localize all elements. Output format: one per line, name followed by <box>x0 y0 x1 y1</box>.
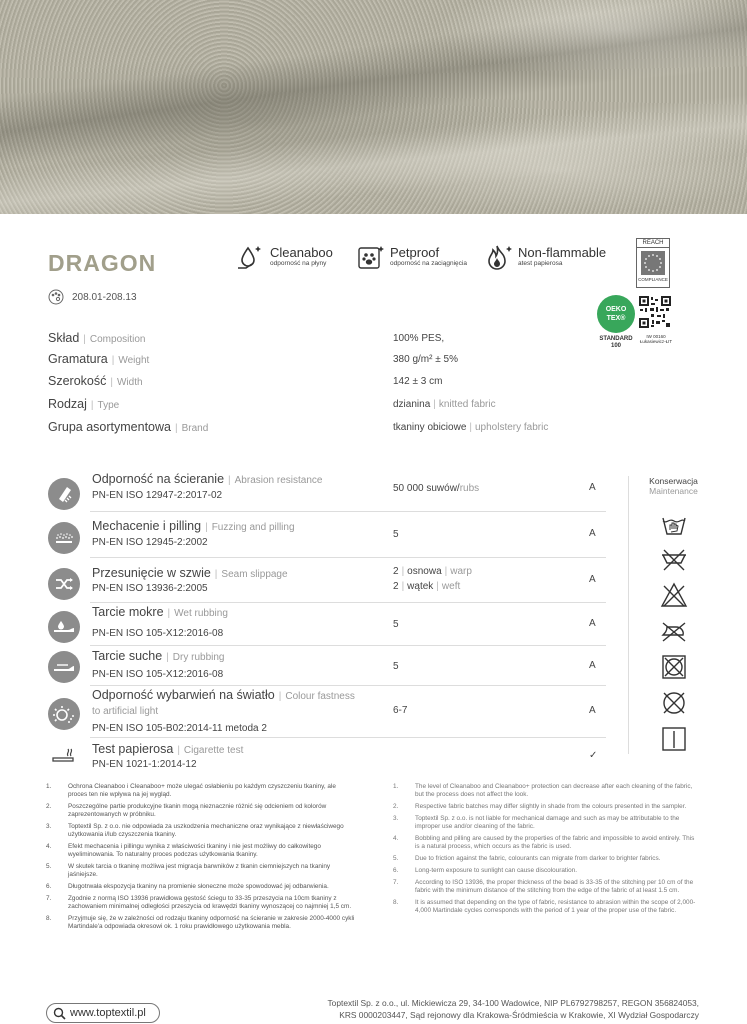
product-code: 208.01-208.13 <box>72 291 137 303</box>
flame-icon <box>484 242 514 272</box>
fabric-photo <box>0 0 747 214</box>
drop-hand-icon <box>236 242 266 272</box>
maintenance-title-en: Maintenance <box>649 486 698 496</box>
cigarette-icon <box>48 740 80 772</box>
line-dry-icon <box>659 724 689 754</box>
shuffle-icon <box>48 568 80 600</box>
reach-badge: REACH COMPLIANCE <box>636 238 670 288</box>
test-row-dry-rubbing: Tarcie suche | Dry rubbing PN-EN ISO 105-X12:2016-08 5 A <box>46 646 610 686</box>
spec-weight-label: Gramatura | Weight <box>48 352 150 366</box>
search-icon <box>53 1007 66 1020</box>
oeko-tex-logo: OEKO TEX® <box>597 295 635 333</box>
hand-wash-icon <box>659 510 689 540</box>
test-row-pilling: Mechacenie i pilling | Fuzzing and pilling PN-EN ISO 12945-2:2002 5 A <box>46 512 610 558</box>
test-row-light-fastness: Odporność wybarwień na światło | Colour fastness to artificial light PN-EN ISO 105-B02:2014-11 metoda 2 6-7 A <box>46 686 610 738</box>
feature-name: Non-flammable <box>518 245 607 260</box>
feature-sub: odporność na płyny <box>270 260 327 267</box>
spec-composition-value: 100% PES, <box>393 333 445 344</box>
pilling-icon <box>48 522 80 554</box>
feature-name: Petproof <box>390 245 440 260</box>
spec-composition-label: Skład | Composition <box>48 331 146 345</box>
company-address: Toptextil Sp. z o.o., ul. Mickiewicza 29, 34-100 Wadowice, NIP PL6792798257, REGON 356824053, KRS 0000203447, Sąd rejonowy dla Krakowa-Śródmieścia w Krakowie, XI Wydział Gospodarczy <box>327 998 699 1020</box>
no-iron-icon <box>659 615 689 645</box>
spec-brand-value: tkaniny obiciowe | upholstery fabric <box>393 422 549 433</box>
test-row-cigarette: Test papierosa | Cigarette test PN-EN 1021-1:2014-12 ✓ <box>46 738 610 778</box>
abrasion-icon <box>48 478 80 510</box>
maintenance-panel <box>628 476 718 754</box>
qr-code <box>638 295 672 329</box>
spec-brand-label: Grupa asortymentowa | Brand <box>48 420 209 434</box>
qr-caption: IW 00160 Łukasiewicz-ŁIT <box>639 334 673 344</box>
feature-petproof <box>356 242 467 272</box>
test-row-abrasion: Odporność na ścieranie | Abrasion resistance PN-EN ISO 12947-2:2017-02 50 000 suwów/rubs A <box>46 466 610 512</box>
product-code-row <box>48 289 137 305</box>
website-link[interactable]: www.toptextil.pl <box>46 1003 160 1023</box>
feature-sub: odporność na zaciągnięcia <box>390 260 467 267</box>
feature-sub: atest papierosa <box>518 260 563 267</box>
no-bleach-triangle-icon <box>659 580 689 610</box>
palette-icon <box>48 289 64 305</box>
paw-icon <box>356 242 386 272</box>
maintenance-title: Konserwacja <box>649 476 698 486</box>
test-row-wet-rubbing: Tarcie mokre | Wet rubbing PN-EN ISO 105-X12:2016-08 5 A <box>46 603 610 646</box>
dry-rubbing-icon <box>48 651 80 683</box>
wet-rubbing-icon <box>48 611 80 643</box>
spec-type-label: Rodzaj | Type <box>48 397 120 411</box>
spec-width-label: Szerokość | Width <box>48 374 143 388</box>
no-bleach-icon <box>659 545 689 575</box>
no-tumble-dry-icon <box>659 652 689 682</box>
test-row-seam-slippage: Przesunięcie w szwie | Seam slippage PN-EN ISO 13936-2:2005 2 | osnowa | warp 2 | wątek | weft A <box>46 558 610 603</box>
eu-stars-icon <box>641 251 665 275</box>
feature-cleanaboo <box>236 242 333 272</box>
spec-weight-value: 380 g/m² ± 5% <box>393 354 458 365</box>
notes-english: 1. The level of Cleanaboo and Cleanaboo+ protection can decrease after each cleaning of the fabric, but the process does not affect the look. 2. Respective fabric batches may differ slightly in shade from the colours presented in the sampler. 3. Toptextil Sp. z o.o. is not liable for mechanical damage and such as may be attributable to the improper use and/or cleaning of the fabric. 4. Bobbling and pilling are caused by the properties of the fabric and impossible to avoid entirely. This is a natural process, which occurs as the fabric is used. 5. Due to friction against the fabric, colourants can migrate from darker to brighter fabrics. 6. Long-term exposure to sunlight can cause discolouration. 7. According to ISO 13936, the proper thickness of the bead is 33-35 of the stitching per 10 cm of the fabric with the minimum distance of the stitching from the edge of the fabric of at least 1.5 cm. 8. It is assumed that depending on the type of fabric, resistance to abrasion within the scope of 2,000-4,000 Martindale cycles corresponds with the period of 1 year of the proper use of the fabric. <box>393 783 696 914</box>
sun-icon <box>48 698 80 730</box>
spec-type-value: dzianina | knitted fabric <box>393 399 496 410</box>
spec-width-value: 142 ± 3 cm <box>393 376 443 387</box>
oeko-standard-label: STANDARD 100 <box>599 336 633 349</box>
no-dry-clean-icon <box>659 688 689 718</box>
product-title: DRAGON <box>48 250 157 276</box>
feature-name: Cleanaboo <box>270 245 333 260</box>
notes-polish: 1. Ochrona Cleanaboo i Cleanaboo+ może ulegać osłabieniu po każdym czyszczeniu tkaniny, ale proces ten nie wpływa na jej wygląd. 2. Poszczególne partie produkcyjne tkanin mogą nieznacznie różnić się odcieniem od kolorów zaprezentowanych w próbniku. 3. Toptextil Sp. z o.o. nie odpowiada za uszkodzenia mechaniczne oraz wynikające z niewłaściwego użytkowania i/lub czyszczenia tkaniny. 4. Efekt mechacenia i pillingu wynika z właściwości tkaniny i nie jest możliwy do całkowitego wyeliminowania. To naturalny proces podczas użytkowania tkaniny. 5. W skutek tarcia o tkaninę możliwa jest migracja barwników z tkanin ciemniejszych na tkaniny jaśniejsze. 6. Długotrwała ekspozycja tkaniny na promienie słoneczne może spowodować jej odbarwienia. 7. Zgodnie z normą ISO 13936 prawidłowa gęstość ściegu to 33-35 przeszycia na 10cm tkaniny z zachowaniem minimalnej odległości przeszycia od krawędzi tkaniny wynoszącej co najmniej 1,5 cm. 8. Przyjmuje się, że w zależności od rodzaju tkaniny odporność na ścieranie w zakresie 2000-4000 cykli Martindale'a odpowiada okresowi ok. 1 roku prawidłowego użytkowania mebla. <box>46 783 355 930</box>
feature-non-flammable <box>484 242 606 272</box>
